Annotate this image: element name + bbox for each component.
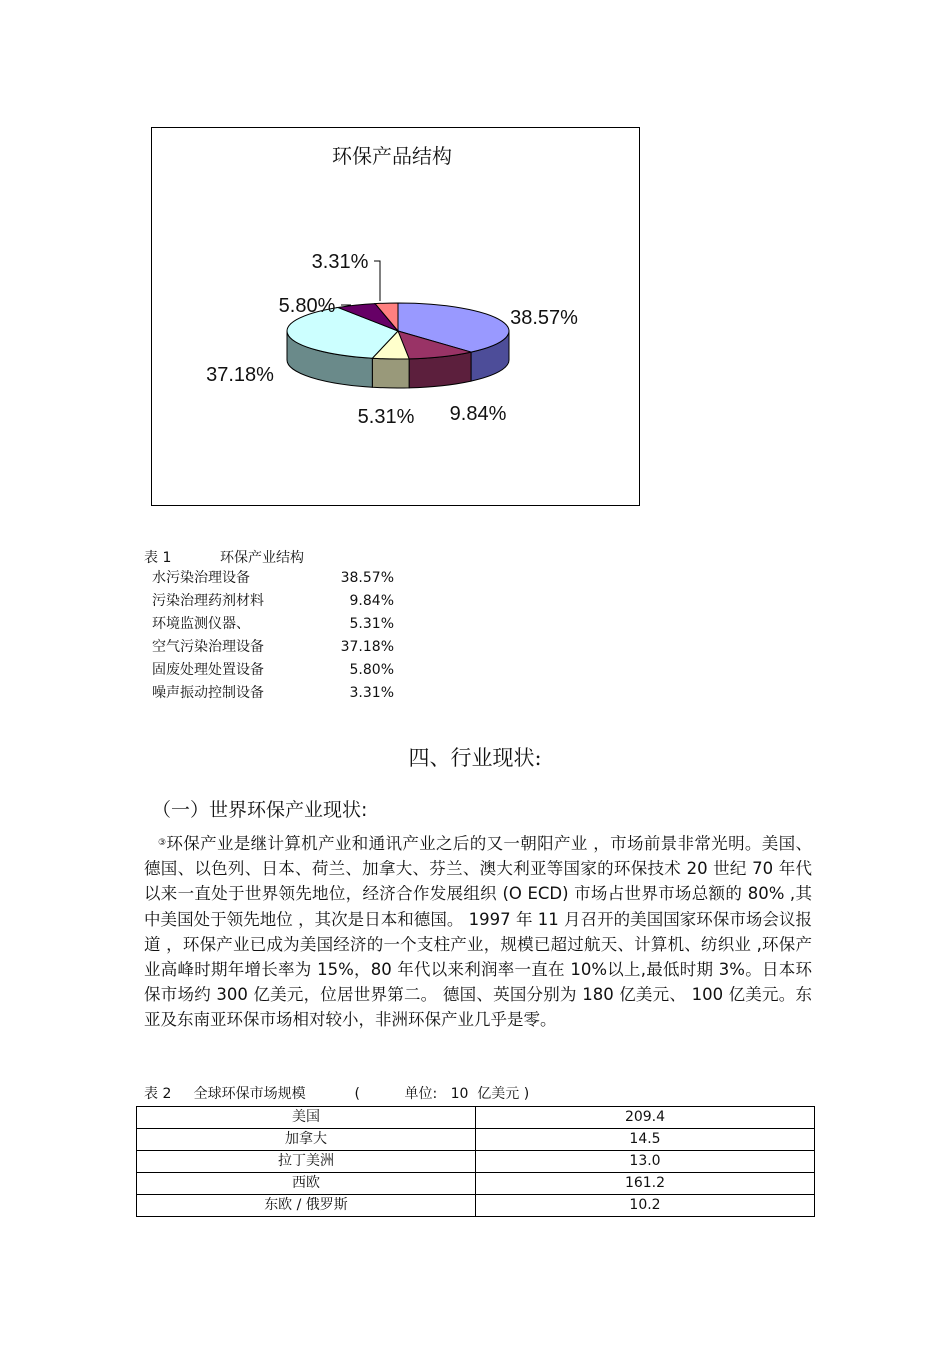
table1-value: 38.57% xyxy=(340,570,394,586)
table1 xyxy=(152,567,394,705)
table1-value: 9.84% xyxy=(349,593,394,609)
table2-value: 161.2 xyxy=(476,1173,815,1195)
table2-region: 拉丁美洲 xyxy=(137,1151,476,1173)
pie-chart-frame xyxy=(151,127,640,506)
leader-line xyxy=(374,261,380,301)
pie-data-label: 3.31% xyxy=(311,251,369,273)
section-title: 四、行业现状: xyxy=(408,746,542,770)
table-row xyxy=(137,1195,815,1217)
pie-slice-side xyxy=(372,358,409,388)
table2-value: 13.0 xyxy=(476,1151,815,1173)
table1-caption xyxy=(144,547,304,567)
table-row xyxy=(137,1173,815,1195)
table-row xyxy=(137,1129,815,1151)
table-row xyxy=(137,1151,815,1173)
chart-title: 环保产品结构 xyxy=(332,146,452,168)
table1-label: 固废处理处置设备 xyxy=(152,662,264,678)
table1-label: 噪声振动控制设备 xyxy=(152,685,264,701)
table2 xyxy=(136,1106,815,1217)
subsection-title: （一）世界环保产业现状: xyxy=(152,799,368,821)
pie-data-label: 9.84% xyxy=(449,403,507,425)
footnote-mark: ③ xyxy=(158,838,167,848)
table2-region: 东欧 / 俄罗斯 xyxy=(137,1195,476,1217)
table-row xyxy=(152,590,394,613)
pie-chart xyxy=(152,128,641,507)
table1-label: 污染治理药剂材料 xyxy=(152,593,264,609)
table2-value: 14.5 xyxy=(476,1129,815,1151)
pie-data-label: 37.18% xyxy=(206,364,274,386)
table2-region: 加拿大 xyxy=(137,1129,476,1151)
table-row xyxy=(137,1107,815,1129)
table2-value: 10.2 xyxy=(476,1195,815,1217)
table2-value: 209.4 xyxy=(476,1107,815,1129)
table-row xyxy=(152,659,394,682)
table1-label: 空气污染治理设备 xyxy=(152,639,264,655)
table2-region: 美国 xyxy=(137,1107,476,1129)
paragraph-text: 环保产业是继计算机产业和通讯产业之后的又一朝阳产业 ，市场前景非常光明。美国、德国、以色列、日本、荷兰、加拿大、芬兰、澳大利亚等国家的环保技术 20 世纪 70 年代以来一直处于世界领先地位，经济合作发展组织 (O ECD) 市场占世界市场总额的 80% ,其中美国处于领先地位 ，其次是日本和德国。 1997 年 11 月召开的美国国家环保市场会议报道 ，环保产业已成为美国经济的一个支柱产业，规模已超过航天、计算机、纺织业 ,环保产业高峰时期年增长率为 15%，80 年代以来利润率一直在 10%以上,最低时期 3%。日本环保市场约 300 亿美元，位居世界第二。 德国、英国分别为 180 亿美元、 100 亿美元。东亚及东南亚环保市场相对较小，非洲环保产业几乎是零。 xyxy=(144,834,812,1030)
body-paragraph xyxy=(144,831,812,1033)
table1-label: 水污染治理设备 xyxy=(152,570,250,586)
table-row xyxy=(152,682,394,705)
table1-caption-title: 环保产业结构 xyxy=(220,550,304,566)
pie-data-label: 5.31% xyxy=(357,406,415,428)
table-row xyxy=(152,636,394,659)
table1-caption-number: 表 1 xyxy=(144,550,172,566)
table1-value: 3.31% xyxy=(349,685,394,701)
table-row xyxy=(152,567,394,590)
table1-value: 5.31% xyxy=(349,616,394,632)
pie-data-label: 5.80% xyxy=(278,295,336,317)
table-row xyxy=(152,613,394,636)
table2-caption: 表 2 全球环保市场规模 ( 单位: 10 亿美元 ) xyxy=(144,1086,530,1102)
pie-data-label: 38.57% xyxy=(510,307,578,329)
table2-region: 西欧 xyxy=(137,1173,476,1195)
table1-value: 37.18% xyxy=(340,639,394,655)
table1-value: 5.80% xyxy=(349,662,394,678)
table1-label: 环境监测仪器、 xyxy=(152,616,250,632)
